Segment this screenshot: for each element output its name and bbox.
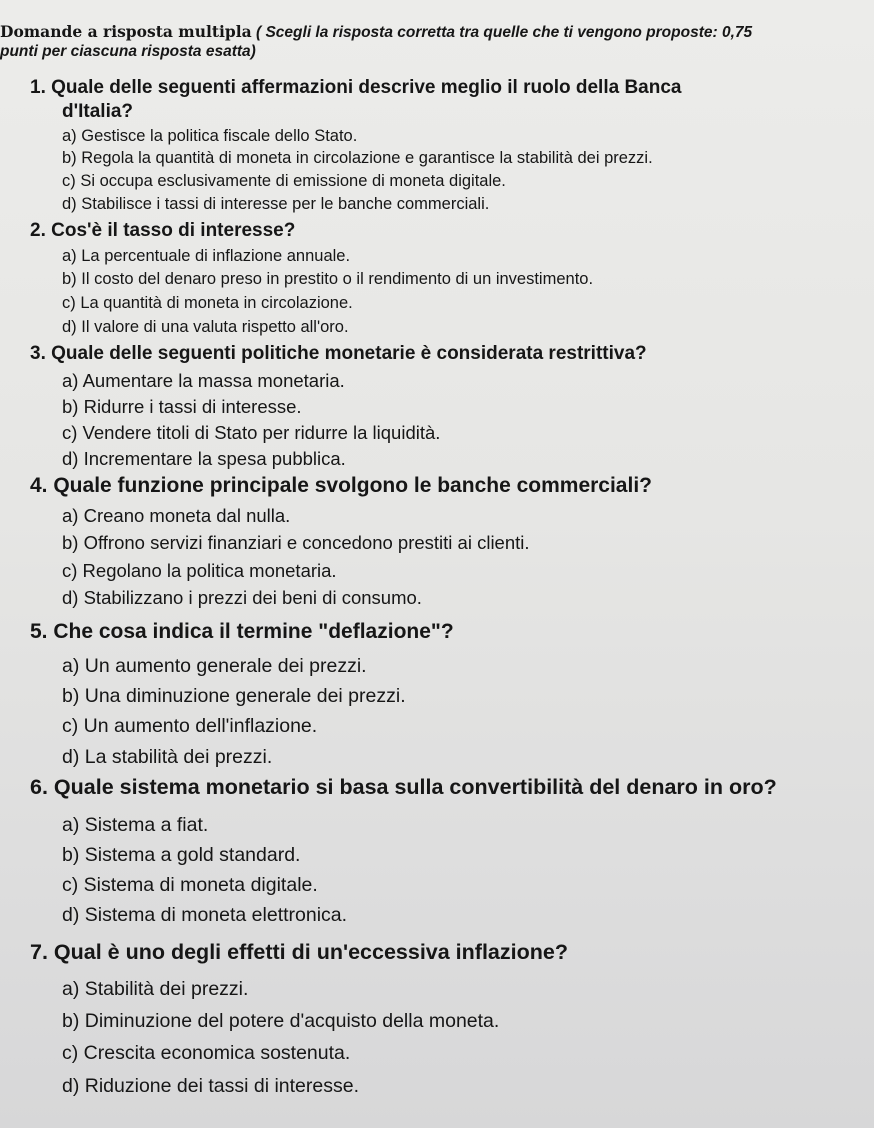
question-6-option-d: d) Sistema di moneta elettronica. bbox=[62, 904, 348, 926]
question-7-option-a: a) Stabilità dei prezzi. bbox=[62, 978, 249, 1000]
question-3-option-b: b) Ridurre i tassi di interesse. bbox=[62, 396, 302, 417]
question-2-option-b: b) Il costo del denaro preso in prestito o il rendimento di un investimento. bbox=[62, 270, 594, 288]
question-3-option-c: c) Vendere titoli di Stato per ridurre la liquidità. bbox=[62, 422, 441, 443]
question-4-option-b: b) Offrono servizi finanziari e concedono prestiti ai clienti. bbox=[62, 532, 530, 553]
question-1-option-c: c) Si occupa esclusivamente di emissione di moneta digitale. bbox=[62, 172, 506, 190]
question-5-option-b: b) Una diminuzione generale dei prezzi. bbox=[62, 685, 406, 707]
question-5-option-d: d) La stabilità dei prezzi. bbox=[62, 746, 273, 768]
question-1-option-a: a) Gestisce la politica fiscale dello Stato. bbox=[62, 127, 358, 145]
question-2-option-a: a) La percentuale di inflazione annuale. bbox=[62, 247, 351, 265]
question-2-title: 2. Cos'è il tasso di interesse? bbox=[30, 220, 296, 241]
question-2-option-c: c) La quantità di moneta in circolazione. bbox=[62, 294, 353, 312]
question-1-title-cont: d'Italia? bbox=[62, 101, 134, 122]
question-4-title: 4. Quale funzione principale svolgono le banche commerciali? bbox=[30, 474, 652, 497]
question-4-option-c: c) Regolano la politica monetaria. bbox=[62, 560, 337, 581]
question-3-title: 3. Quale delle seguenti politiche monetarie è considerata restrittiva? bbox=[30, 343, 647, 364]
question-6-title: 6. Quale sistema monetario si basa sulla convertibilità del denaro in oro? bbox=[30, 775, 777, 799]
question-7-option-c: c) Crescita economica sostenuta. bbox=[62, 1042, 351, 1064]
question-2-option-d: d) Il valore di una valuta rispetto all'oro. bbox=[62, 318, 349, 336]
question-3-option-d: d) Incrementare la spesa pubblica. bbox=[62, 448, 346, 469]
question-1-title: 1. Quale delle seguenti affermazioni descrive meglio il ruolo della Banca bbox=[30, 77, 682, 98]
question-5-option-a: a) Un aumento generale dei prezzi. bbox=[62, 655, 367, 677]
header-line-1 bbox=[0, 22, 790, 42]
question-1-option-d: d) Stabilisce i tassi di interesse per le banche commerciali. bbox=[62, 195, 490, 213]
header-instructions: ( Scegli la risposta corretta tra quelle che ti vengono proposte: 0,75 bbox=[256, 24, 753, 41]
question-4-option-a: a) Creano moneta dal nulla. bbox=[62, 505, 291, 526]
question-7-option-b: b) Diminuzione del potere d'acquisto della moneta. bbox=[62, 1010, 500, 1032]
question-6-option-c: c) Sistema di moneta digitale. bbox=[62, 874, 318, 896]
question-3-option-a: a) Aumentare la massa monetaria. bbox=[62, 370, 345, 391]
question-6-option-a: a) Sistema a fiat. bbox=[62, 814, 209, 836]
question-4-option-d: d) Stabilizzano i prezzi dei beni di consumo. bbox=[62, 587, 422, 608]
header-line-2: punti per ciascuna risposta esatta) bbox=[0, 43, 256, 60]
header-title: Domande a risposta multipla bbox=[0, 22, 252, 41]
question-7-option-d: d) Riduzione dei tassi di interesse. bbox=[62, 1075, 359, 1097]
instructions-header bbox=[0, 22, 790, 61]
question-5-option-c: c) Un aumento dell'inflazione. bbox=[62, 715, 318, 737]
question-5-title: 5. Che cosa indica il termine "deflazione"? bbox=[30, 620, 454, 643]
question-7-title: 7. Qual è uno degli effetti di un'eccessiva inflazione? bbox=[30, 940, 568, 964]
question-1-option-b: b) Regola la quantità di moneta in circolazione e garantisce la stabilità dei prezzi. bbox=[62, 149, 653, 167]
question-6-option-b: b) Sistema a gold standard. bbox=[62, 844, 301, 866]
